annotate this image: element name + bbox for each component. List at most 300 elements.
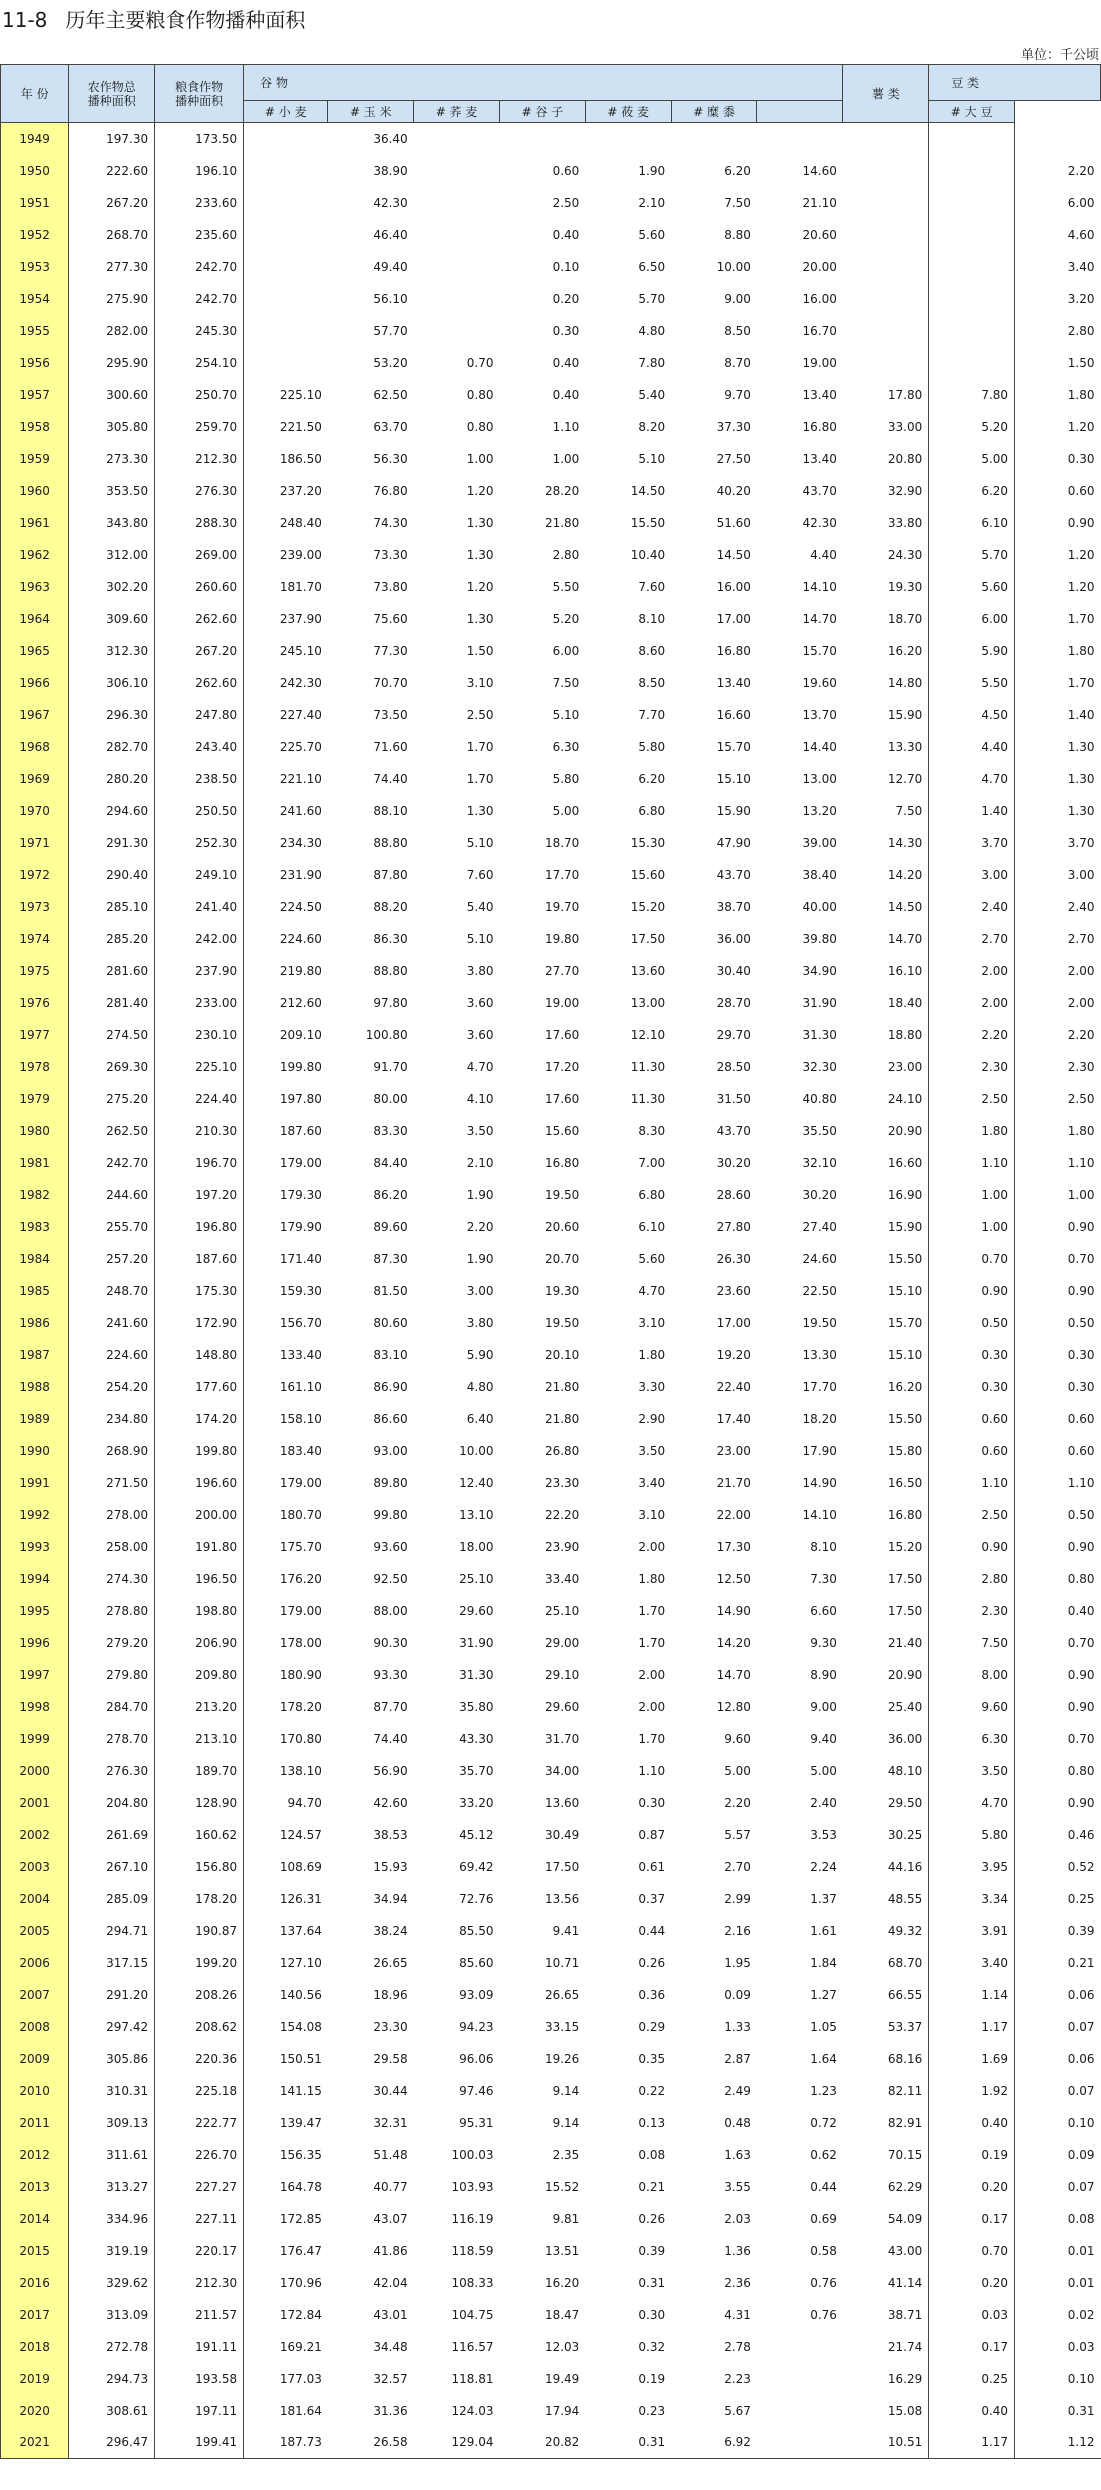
cell-total-crop-area: 312.00 bbox=[69, 539, 155, 571]
header-spacer bbox=[757, 101, 843, 123]
cell-cereal: 178.00 bbox=[279, 1635, 322, 1650]
cell-oat: 28.50 bbox=[716, 1059, 751, 1074]
cell-proso: 18.20 bbox=[802, 1411, 837, 1426]
cell-millet: 0.87 bbox=[638, 1827, 666, 1842]
cell-oat: 43.70 bbox=[716, 1123, 751, 1138]
cell-oat: 28.70 bbox=[716, 995, 751, 1010]
cell-proso: 8.90 bbox=[810, 1667, 837, 1682]
cell-tuber: 20.90 bbox=[887, 1123, 923, 1138]
cell-cereal: 179.00 bbox=[279, 1155, 322, 1170]
cell-total-crop-area: 313.09 bbox=[69, 2299, 155, 2331]
cell-wheat: 93.30 bbox=[373, 1667, 408, 1682]
cell-bean: 0.30 bbox=[929, 1371, 1015, 1403]
cell-tuber: 49.32 bbox=[887, 1923, 923, 1938]
table-row bbox=[1, 2331, 1101, 2363]
table-row bbox=[1, 187, 1101, 219]
cell-soybean: 0.30 bbox=[1015, 443, 1101, 475]
cell-cereal: 164.78 bbox=[279, 2179, 322, 2194]
cell-buckwheat: 6.00 bbox=[552, 643, 580, 658]
cell-bean: 0.40 bbox=[929, 2107, 1015, 2139]
cell-soybean: 2.20 bbox=[1015, 155, 1101, 187]
cell-year: 1972 bbox=[1, 859, 69, 891]
table-row bbox=[1, 379, 1101, 411]
cell-buckwheat: 19.00 bbox=[544, 995, 580, 1010]
cell-corn bbox=[414, 155, 500, 187]
cell-soybean: 1.00 bbox=[1015, 1179, 1101, 1211]
cell-wheat: 56.10 bbox=[373, 291, 408, 306]
cell-year: 1961 bbox=[1, 507, 69, 539]
cell-proso: 1.64 bbox=[810, 2051, 837, 2066]
cell-proso: 35.50 bbox=[802, 1123, 837, 1138]
cell-wheat: 74.40 bbox=[373, 1731, 408, 1746]
cell-soybean: 1.20 bbox=[1015, 539, 1101, 571]
cell-total-crop-area: 268.70 bbox=[69, 219, 155, 251]
table-row bbox=[1, 1915, 1101, 1947]
cell-tuber: 25.40 bbox=[887, 1699, 923, 1714]
cell-corn: 69.42 bbox=[459, 1859, 494, 1874]
cell-proso bbox=[757, 2427, 843, 2459]
cell-soybean: 1.50 bbox=[1015, 347, 1101, 379]
cell-soybean: 0.30 bbox=[1015, 1371, 1101, 1403]
cell-oat: 1.36 bbox=[724, 2243, 751, 2258]
cell-wheat: 41.86 bbox=[373, 2243, 408, 2258]
cell-oat: 14.50 bbox=[716, 547, 751, 562]
cell-tuber: 16.80 bbox=[887, 1507, 923, 1522]
cell-oat: 16.80 bbox=[716, 643, 751, 658]
cell-soybean: 1.10 bbox=[1015, 1467, 1101, 1499]
table-row bbox=[1, 1307, 1101, 1339]
cell-bean: 1.00 bbox=[929, 1211, 1015, 1243]
table-row bbox=[1, 251, 1101, 283]
cell-corn: 0.80 bbox=[466, 419, 494, 434]
cell-millet: 13.60 bbox=[630, 963, 666, 978]
cell-soybean: 1.80 bbox=[1015, 379, 1101, 411]
cell-cereal: 133.40 bbox=[279, 1347, 322, 1362]
cell-millet: 2.00 bbox=[638, 1667, 666, 1682]
cell-cereal: 227.40 bbox=[279, 707, 322, 722]
cell-proso: 14.70 bbox=[802, 611, 837, 626]
cell-soybean: 0.10 bbox=[1015, 2107, 1101, 2139]
cell-total-crop-area: 222.60 bbox=[69, 155, 155, 187]
cell-bean: 5.20 bbox=[929, 411, 1015, 443]
cell-proso: 1.37 bbox=[810, 1891, 837, 1906]
cell-grain-area: 174.20 bbox=[155, 1403, 244, 1435]
cell-millet: 5.40 bbox=[638, 387, 666, 402]
cell-corn: 1.30 bbox=[466, 515, 494, 530]
cell-proso: 15.70 bbox=[802, 643, 837, 658]
cell-proso: 16.80 bbox=[802, 419, 837, 434]
cell-oat: 15.90 bbox=[716, 803, 751, 818]
cell-corn: 116.19 bbox=[451, 2211, 494, 2226]
cell-oat: 31.50 bbox=[716, 1091, 751, 1106]
cell-corn bbox=[414, 315, 500, 347]
cell-grain-area: 252.30 bbox=[155, 827, 244, 859]
cell-corn: 96.06 bbox=[459, 2051, 494, 2066]
cell-bean bbox=[929, 315, 1015, 347]
cell-oat: 14.70 bbox=[716, 1667, 751, 1682]
cell-grain-area: 245.30 bbox=[155, 315, 244, 347]
cell-soybean: 0.06 bbox=[1015, 2043, 1101, 2075]
cell-year: 1967 bbox=[1, 699, 69, 731]
cell-corn: 3.60 bbox=[466, 1027, 494, 1042]
cell-soybean: 1.80 bbox=[1015, 1115, 1101, 1147]
cell-year: 2017 bbox=[1, 2299, 69, 2331]
cell-grain-area: 193.58 bbox=[155, 2363, 244, 2395]
cell-millet: 0.13 bbox=[638, 2115, 666, 2130]
cell-soybean: 0.31 bbox=[1015, 2395, 1101, 2427]
cell-oat: 51.60 bbox=[716, 515, 751, 530]
cell-year: 2004 bbox=[1, 1883, 69, 1915]
cell-oat: 38.70 bbox=[716, 899, 751, 914]
cell-proso: 14.60 bbox=[802, 163, 837, 178]
cell-oat: 2.78 bbox=[724, 2339, 751, 2354]
cell-year: 2009 bbox=[1, 2043, 69, 2075]
cell-millet: 8.30 bbox=[638, 1123, 666, 1138]
cell-wheat: 86.60 bbox=[373, 1411, 408, 1426]
cell-wheat: 73.80 bbox=[373, 579, 408, 594]
cell-soybean: 3.40 bbox=[1015, 251, 1101, 283]
cell-tuber: 17.50 bbox=[887, 1571, 923, 1586]
header-total-crop-area bbox=[69, 65, 155, 123]
cell-cereal bbox=[244, 315, 328, 347]
cell-cereal: 139.47 bbox=[279, 2115, 322, 2130]
cell-total-crop-area: 267.10 bbox=[69, 1851, 155, 1883]
cell-buckwheat: 17.20 bbox=[544, 1059, 580, 1074]
cell-buckwheat: 13.51 bbox=[544, 2243, 580, 2258]
cell-millet: 0.21 bbox=[638, 2179, 666, 2194]
cell-bean bbox=[929, 251, 1015, 283]
cell-total-crop-area: 319.19 bbox=[69, 2235, 155, 2267]
cell-year: 2013 bbox=[1, 2171, 69, 2203]
cell-total-crop-area: 296.47 bbox=[69, 2427, 155, 2459]
cell-proso: 9.00 bbox=[810, 1699, 837, 1714]
table-row bbox=[1, 987, 1101, 1019]
cell-year: 1992 bbox=[1, 1499, 69, 1531]
cell-corn: 3.50 bbox=[466, 1123, 494, 1138]
cell-year: 1990 bbox=[1, 1435, 69, 1467]
cell-soybean: 1.30 bbox=[1015, 795, 1101, 827]
cell-corn: 1.20 bbox=[466, 483, 494, 498]
cell-buckwheat: 26.65 bbox=[544, 1987, 580, 2002]
cell-corn: 108.33 bbox=[451, 2275, 494, 2290]
cell-grain-area: 199.80 bbox=[155, 1435, 244, 1467]
cell-cereal: 156.35 bbox=[279, 2147, 322, 2162]
cell-soybean: 0.01 bbox=[1015, 2235, 1101, 2267]
cell-corn: 103.93 bbox=[451, 2179, 494, 2194]
cell-corn: 116.57 bbox=[451, 2339, 494, 2354]
cell-oat: 3.55 bbox=[724, 2179, 751, 2194]
cell-oat: 2.36 bbox=[724, 2275, 751, 2290]
cell-proso: 14.40 bbox=[802, 739, 837, 754]
cell-tuber: 13.30 bbox=[887, 739, 923, 754]
cell-millet: 0.61 bbox=[638, 1859, 666, 1874]
cell-year: 1991 bbox=[1, 1467, 69, 1499]
cell-cereal: 180.90 bbox=[279, 1667, 322, 1682]
cell-millet: 3.30 bbox=[638, 1379, 666, 1394]
cell-year: 2005 bbox=[1, 1915, 69, 1947]
cell-total-crop-area: 294.71 bbox=[69, 1915, 155, 1947]
cell-millet: 0.37 bbox=[638, 1891, 666, 1906]
cell-year: 1966 bbox=[1, 667, 69, 699]
cell-year: 1982 bbox=[1, 1179, 69, 1211]
cell-bean: 5.80 bbox=[929, 1819, 1015, 1851]
cell-bean: 5.60 bbox=[929, 571, 1015, 603]
cell-buckwheat: 31.70 bbox=[544, 1731, 580, 1746]
cell-buckwheat: 26.80 bbox=[544, 1443, 580, 1458]
cell-proso: 40.00 bbox=[802, 899, 837, 914]
table-row bbox=[1, 411, 1101, 443]
cell-proso: 0.58 bbox=[810, 2243, 837, 2258]
cell-total-crop-area: 275.20 bbox=[69, 1083, 155, 1115]
cell-total-crop-area: 285.10 bbox=[69, 891, 155, 923]
cell-bean: 8.00 bbox=[929, 1659, 1015, 1691]
cell-bean: 0.70 bbox=[929, 2235, 1015, 2267]
cell-proso: 7.30 bbox=[810, 1571, 837, 1586]
cell-tuber: 66.55 bbox=[887, 1987, 923, 2002]
cell-total-crop-area: 272.78 bbox=[69, 2331, 155, 2363]
cell-bean: 1.00 bbox=[929, 1179, 1015, 1211]
cell-oat: 9.60 bbox=[724, 1731, 751, 1746]
cell-wheat: 80.00 bbox=[373, 1091, 408, 1106]
cell-proso bbox=[757, 2395, 843, 2427]
cell-millet: 15.20 bbox=[630, 899, 666, 914]
cell-buckwheat: 5.00 bbox=[552, 803, 580, 818]
cell-millet: 0.29 bbox=[638, 2019, 666, 2034]
cell-grain-area: 212.30 bbox=[155, 2267, 244, 2299]
cell-grain-area: 227.27 bbox=[155, 2171, 244, 2203]
cell-total-crop-area: 353.50 bbox=[69, 475, 155, 507]
cell-total-crop-area: 296.30 bbox=[69, 699, 155, 731]
cell-oat: 16.60 bbox=[716, 707, 751, 722]
cell-cereal: 172.84 bbox=[279, 2307, 322, 2322]
cell-grain-area: 238.50 bbox=[155, 763, 244, 795]
cell-grain-area: 225.18 bbox=[155, 2075, 244, 2107]
cell-millet: 0.23 bbox=[638, 2403, 666, 2418]
cell-grain-area: 211.57 bbox=[155, 2299, 244, 2331]
cell-total-crop-area: 234.80 bbox=[69, 1403, 155, 1435]
table-row bbox=[1, 1979, 1101, 2011]
cell-tuber: 10.51 bbox=[843, 2427, 929, 2459]
data-table bbox=[0, 64, 1101, 2459]
header-wheat: # 小 麦 bbox=[244, 101, 328, 123]
cell-year: 1993 bbox=[1, 1531, 69, 1563]
cell-buckwheat: 0.40 bbox=[552, 355, 580, 370]
cell-year: 1989 bbox=[1, 1403, 69, 1435]
cell-grain-area: 276.30 bbox=[155, 475, 244, 507]
cell-oat: 16.00 bbox=[716, 579, 751, 594]
cell-buckwheat: 22.20 bbox=[544, 1507, 580, 1522]
cell-grain-area: 178.20 bbox=[155, 1883, 244, 1915]
cell-corn: 1.20 bbox=[466, 579, 494, 594]
cell-year: 2001 bbox=[1, 1787, 69, 1819]
cell-buckwheat: 21.80 bbox=[544, 515, 580, 530]
cell-wheat: 56.90 bbox=[373, 1763, 408, 1778]
cell-total-crop-area: 309.13 bbox=[69, 2107, 155, 2139]
cell-oat: 17.30 bbox=[716, 1539, 751, 1554]
cell-cereal: 186.50 bbox=[279, 451, 322, 466]
cell-grain-area: 196.10 bbox=[155, 155, 244, 187]
cell-buckwheat: 5.50 bbox=[552, 579, 580, 594]
cell-year: 1996 bbox=[1, 1627, 69, 1659]
cell-tuber: 48.10 bbox=[887, 1763, 923, 1778]
cell-tuber: 14.50 bbox=[887, 899, 923, 914]
cell-bean: 2.70 bbox=[929, 923, 1015, 955]
cell-total-crop-area: 300.60 bbox=[69, 379, 155, 411]
table-row bbox=[1, 2043, 1101, 2075]
cell-tuber bbox=[843, 283, 929, 315]
cell-year: 2000 bbox=[1, 1755, 69, 1787]
cell-grain-area: 160.62 bbox=[155, 1819, 244, 1851]
cell-oat: 26.30 bbox=[716, 1251, 751, 1266]
cell-oat: 21.70 bbox=[716, 1475, 751, 1490]
cell-soybean: 0.07 bbox=[1015, 2075, 1101, 2107]
cell-corn: 2.10 bbox=[466, 1155, 494, 1170]
cell-soybean: 0.30 bbox=[1015, 1339, 1101, 1371]
cell-buckwheat: 19.50 bbox=[544, 1315, 580, 1330]
cell-tuber: 68.70 bbox=[887, 1955, 923, 1970]
cell-cereal: 242.30 bbox=[279, 675, 322, 690]
cell-corn: 1.30 bbox=[466, 803, 494, 818]
cell-year: 1983 bbox=[1, 1211, 69, 1243]
cell-cereal: 159.30 bbox=[279, 1283, 322, 1298]
cell-soybean: 1.10 bbox=[1015, 1147, 1101, 1179]
cell-soybean: 2.80 bbox=[1015, 315, 1101, 347]
cell-tuber: 82.11 bbox=[887, 2083, 923, 2098]
cell-cereal: 176.47 bbox=[279, 2243, 322, 2258]
cell-oat: 23.00 bbox=[716, 1443, 751, 1458]
cell-soybean: 2.00 bbox=[1015, 987, 1101, 1019]
cell-total-crop-area: 281.40 bbox=[69, 987, 155, 1019]
cell-proso: 24.60 bbox=[802, 1251, 837, 1266]
header-cereal: 谷 物 bbox=[244, 65, 843, 101]
cell-corn: 1.70 bbox=[466, 739, 494, 754]
cell-total-crop-area: 312.30 bbox=[69, 635, 155, 667]
cell-oat: 8.80 bbox=[724, 227, 751, 242]
cell-year: 1955 bbox=[1, 315, 69, 347]
cell-buckwheat: 29.00 bbox=[544, 1635, 580, 1650]
cell-corn: 35.80 bbox=[459, 1699, 494, 1714]
cell-buckwheat: 29.10 bbox=[544, 1667, 580, 1682]
cell-proso: 42.30 bbox=[802, 515, 837, 530]
cell-oat: 17.00 bbox=[716, 1315, 751, 1330]
table-row bbox=[1, 891, 1101, 923]
cell-grain-area: 199.20 bbox=[155, 1947, 244, 1979]
cell-wheat: 32.31 bbox=[373, 2115, 408, 2130]
cell-year: 1987 bbox=[1, 1339, 69, 1371]
cell-year: 1985 bbox=[1, 1275, 69, 1307]
cell-wheat: 87.80 bbox=[373, 867, 408, 882]
cell-buckwheat: 30.49 bbox=[544, 1827, 580, 1842]
cell-soybean: 0.50 bbox=[1015, 1307, 1101, 1339]
cell-soybean: 0.90 bbox=[1015, 1531, 1101, 1563]
table-row bbox=[1, 2107, 1101, 2139]
cell-proso: 30.20 bbox=[802, 1187, 837, 1202]
cell-year: 1974 bbox=[1, 923, 69, 955]
cell-bean: 0.70 bbox=[929, 1243, 1015, 1275]
cell-buckwheat: 17.70 bbox=[544, 867, 580, 882]
cell-wheat: 81.50 bbox=[373, 1283, 408, 1298]
cell-cereal: 140.56 bbox=[279, 1987, 322, 2002]
cell-wheat: 83.30 bbox=[373, 1123, 408, 1138]
cell-wheat: 43.01 bbox=[373, 2307, 408, 2322]
cell-cereal: 180.70 bbox=[279, 1507, 322, 1522]
cell-bean bbox=[929, 155, 1015, 187]
cell-total-crop-area: 282.70 bbox=[69, 731, 155, 763]
cell-total-crop-area: 276.30 bbox=[69, 1755, 155, 1787]
table-row bbox=[1, 1083, 1101, 1115]
table-body bbox=[1, 123, 1101, 2459]
cell-corn: 31.90 bbox=[459, 1635, 494, 1650]
cell-grain-area: 209.80 bbox=[155, 1659, 244, 1691]
cell-soybean: 0.90 bbox=[1015, 507, 1101, 539]
cell-bean: 3.70 bbox=[929, 827, 1015, 859]
cell-proso: 9.40 bbox=[810, 1731, 837, 1746]
cell-wheat: 31.36 bbox=[373, 2403, 408, 2418]
cell-grain-area: 241.40 bbox=[155, 891, 244, 923]
cell-grain-area: 262.60 bbox=[155, 603, 244, 635]
cell-wheat: 74.30 bbox=[373, 515, 408, 530]
cell-wheat: 51.48 bbox=[373, 2147, 408, 2162]
cell-oat: 43.70 bbox=[716, 867, 751, 882]
cell-buckwheat: 16.80 bbox=[544, 1155, 580, 1170]
cell-oat: 9.00 bbox=[724, 291, 751, 306]
cell-cereal: 224.50 bbox=[279, 899, 322, 914]
cell-soybean: 2.70 bbox=[1015, 923, 1101, 955]
cell-soybean: 3.00 bbox=[1015, 859, 1101, 891]
cell-grain-area: 259.70 bbox=[155, 411, 244, 443]
cell-cereal: 178.20 bbox=[279, 1699, 322, 1714]
cell-millet: 0.08 bbox=[638, 2147, 666, 2162]
cell-buckwheat: 16.20 bbox=[544, 2275, 580, 2290]
cell-tuber: 82.91 bbox=[887, 2115, 923, 2130]
cell-year: 1960 bbox=[1, 475, 69, 507]
cell-year: 1973 bbox=[1, 891, 69, 923]
cell-grain-area: 148.80 bbox=[155, 1339, 244, 1371]
cell-corn: 6.40 bbox=[466, 1411, 494, 1426]
cell-tuber: 16.20 bbox=[887, 1379, 923, 1394]
cell-wheat: 88.20 bbox=[373, 899, 408, 914]
cell-buckwheat: 18.70 bbox=[544, 835, 580, 850]
cell-buckwheat: 0.20 bbox=[552, 291, 580, 306]
cell-grain-area: 226.70 bbox=[155, 2139, 244, 2171]
cell-bean: 2.00 bbox=[929, 955, 1015, 987]
cell-bean bbox=[929, 219, 1015, 251]
cell-year: 2016 bbox=[1, 2267, 69, 2299]
cell-year: 2021 bbox=[1, 2427, 69, 2459]
cell-millet: 0.30 bbox=[638, 1795, 666, 1810]
cell-tuber: 15.20 bbox=[887, 1539, 923, 1554]
table-row bbox=[1, 1883, 1101, 1915]
cell-bean: 0.40 bbox=[929, 2395, 1015, 2427]
table-row bbox=[1, 1595, 1101, 1627]
cell-soybean: 0.46 bbox=[1015, 1819, 1101, 1851]
cell-proso: 1.05 bbox=[810, 2019, 837, 2034]
cell-grain-area: 206.90 bbox=[155, 1627, 244, 1659]
cell-millet: 7.60 bbox=[638, 579, 666, 594]
cell-grain-area: 267.20 bbox=[155, 635, 244, 667]
cell-corn: 3.80 bbox=[466, 1315, 494, 1330]
cell-oat: 47.90 bbox=[716, 835, 751, 850]
cell-corn: 118.81 bbox=[451, 2371, 494, 2386]
cell-tuber: 15.08 bbox=[887, 2403, 923, 2418]
unit-label: 单位：千公顷 bbox=[1020, 48, 1099, 63]
table-row bbox=[1, 1403, 1101, 1435]
table-row bbox=[1, 2267, 1101, 2299]
cell-buckwheat: 15.52 bbox=[544, 2179, 580, 2194]
cell-grain-area: 227.11 bbox=[155, 2203, 244, 2235]
cell-millet: 3.40 bbox=[638, 1475, 666, 1490]
cell-total-crop-area: 242.70 bbox=[69, 1147, 155, 1179]
